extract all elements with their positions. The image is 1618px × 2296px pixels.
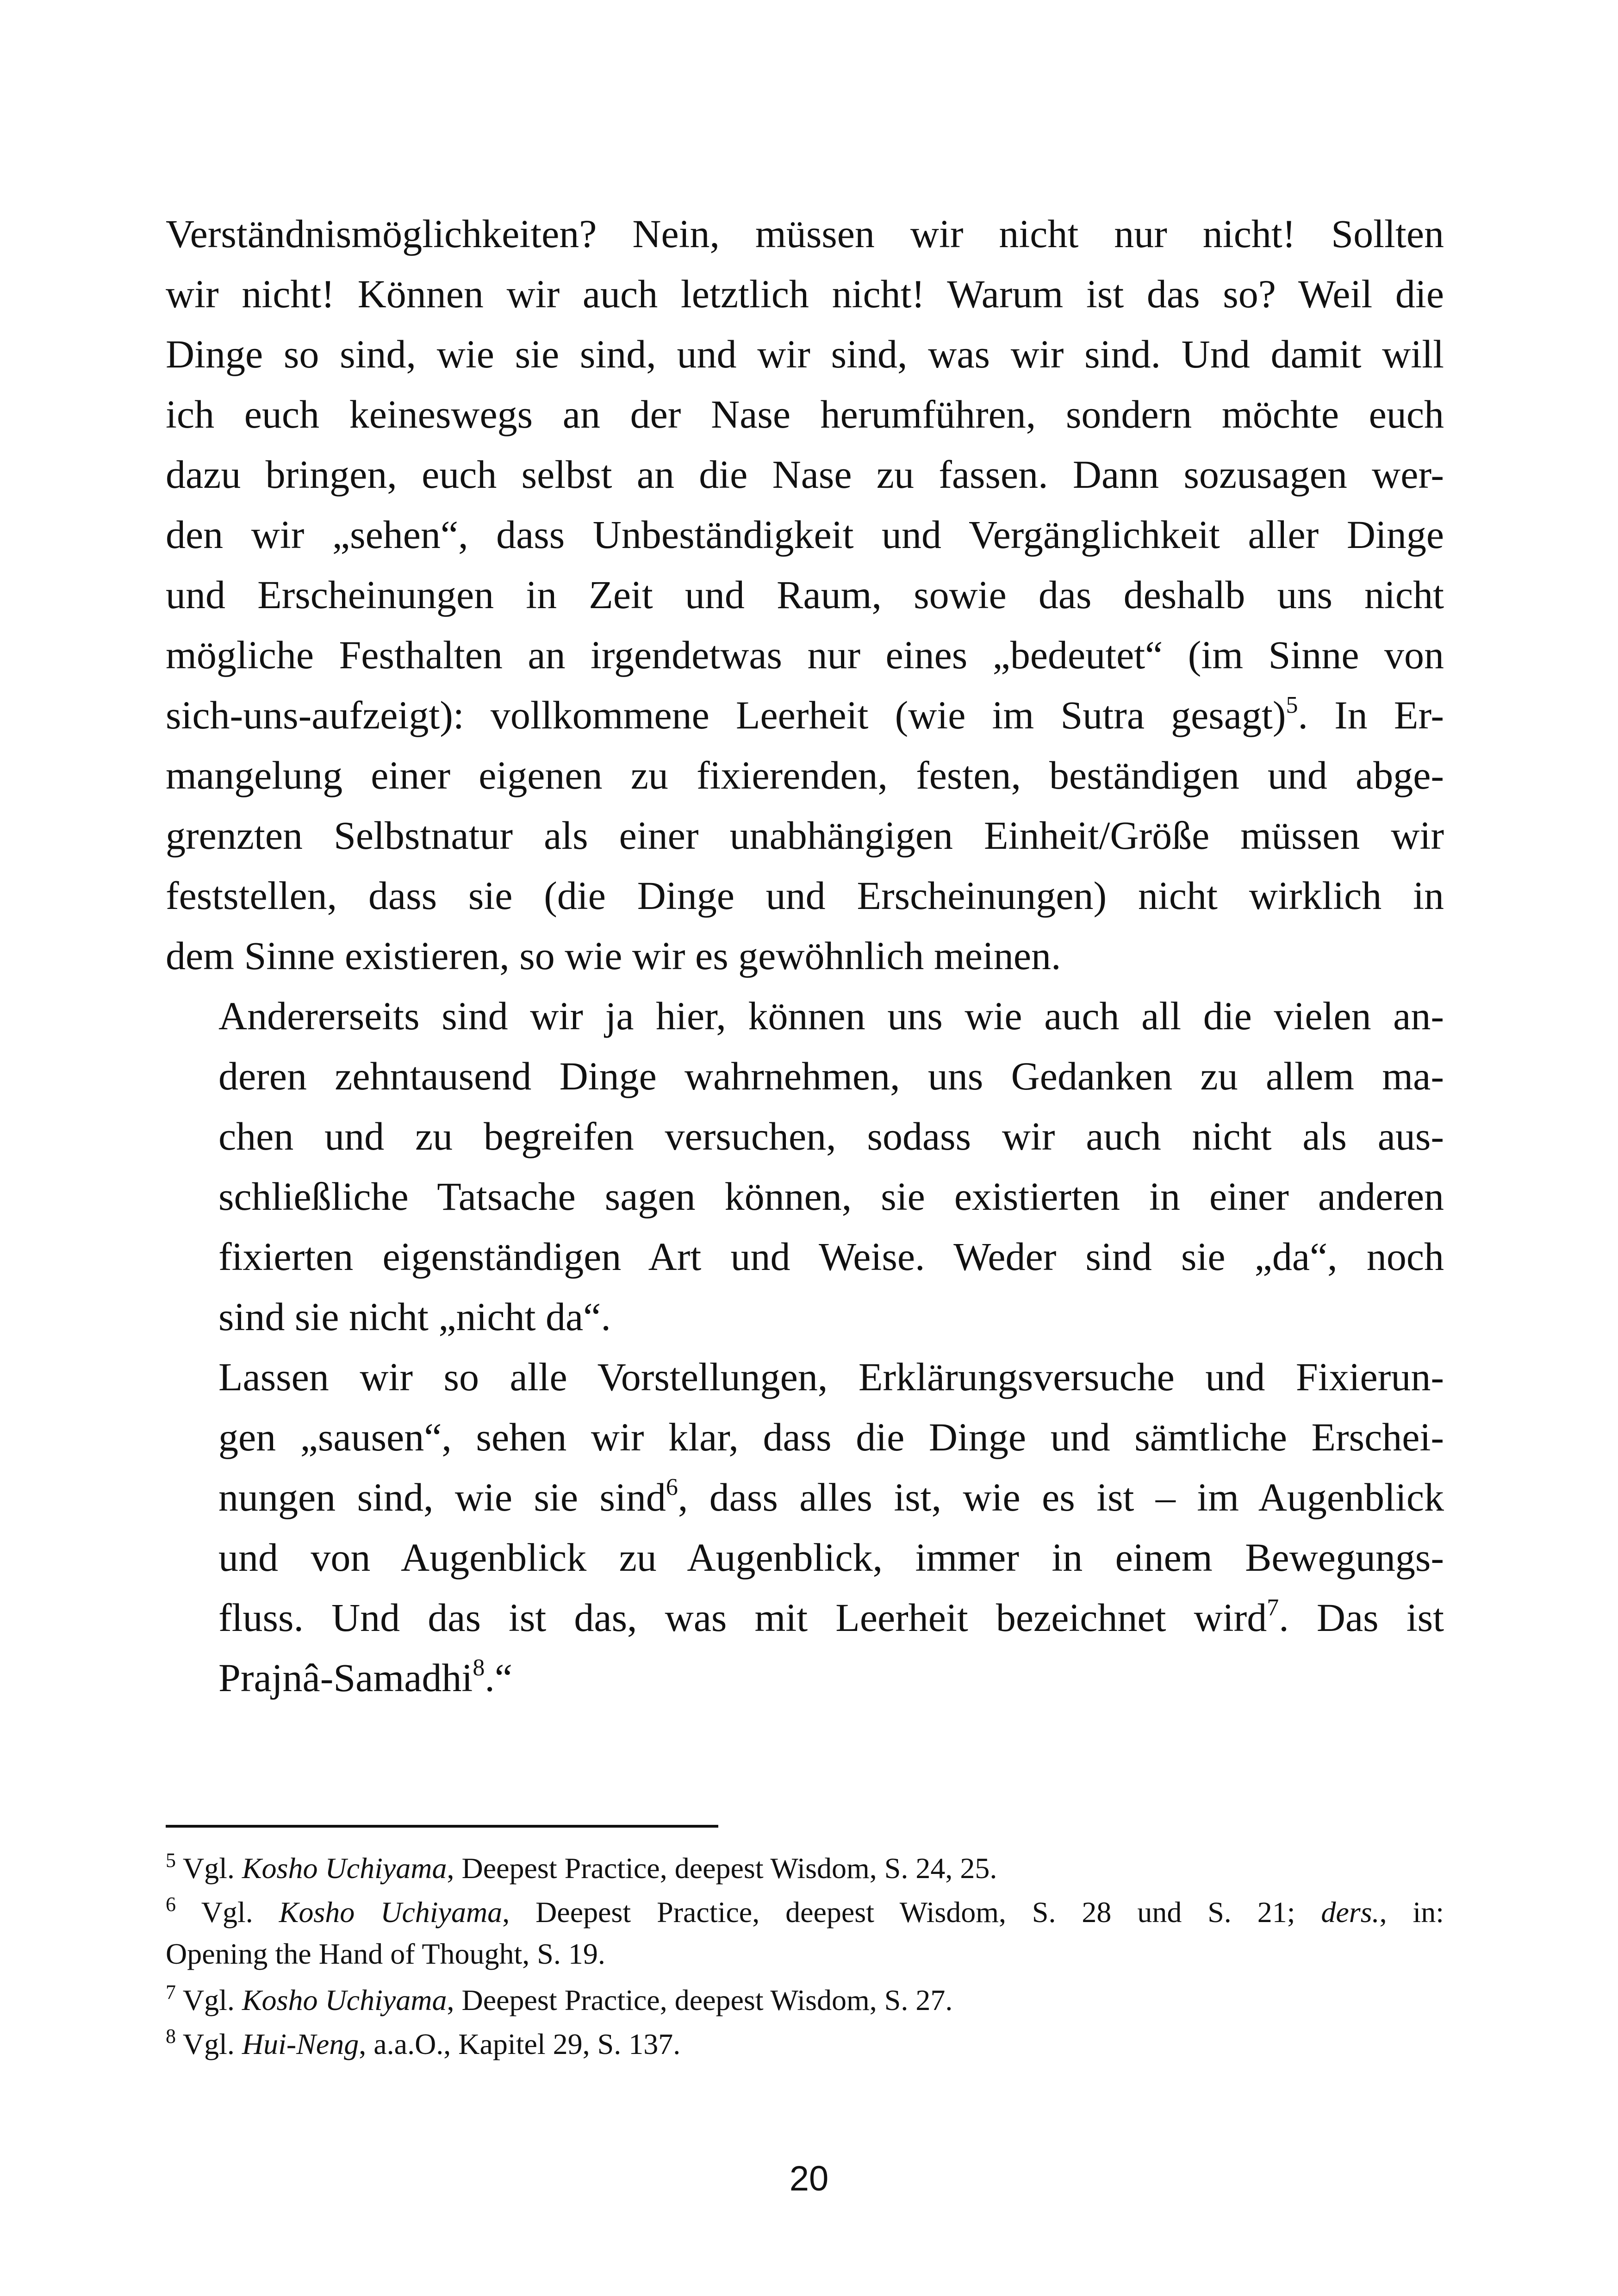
footnote-text: , Deepest Practice, deepest Wisdom, S. 24, 25. <box>447 1852 997 1885</box>
footnote-text: , in: <box>1379 1896 1444 1929</box>
footnote-text: , Deepest Practice, deepest Wisdom, S. 28 und S. 21; <box>502 1896 1321 1929</box>
body-line: feststellen, dass sie (die Dinge und Erscheinungen) nicht wirklich in <box>166 873 1444 918</box>
body-line: dem Sinne existieren, so wie wir es gewöhnlich meinen. <box>166 933 1061 978</box>
body-line: Verständnismöglichkeiten? Nein, müssen wir nicht nur nicht! Sollten <box>166 212 1444 256</box>
body-line: wir nicht! Können wir auch letztlich nicht! Warum ist das so? Weil die <box>166 272 1444 316</box>
body-line: grenzten Selbstnatur als einer unabhängigen Einheit/Größe müssen wir <box>166 813 1444 858</box>
footnote-ref-5[interactable]: 5 <box>1286 692 1298 718</box>
footnote-number: 6 <box>166 1893 176 1916</box>
body-line <box>218 1474 1444 1526</box>
body-line: fixierten eigenständigen Art und Weise. Weder sind sie „da“, noch <box>218 1234 1444 1279</box>
body-line: ich euch keineswegs an der Nase herumführen, sondern möchte euch <box>166 392 1444 436</box>
body-text: . In Er- <box>1298 693 1444 737</box>
body-line: schließliche Tatsache sagen können, sie existierten in einer anderen <box>218 1174 1444 1219</box>
body-line: chen und zu begreifen versuchen, sodass wir auch nicht als aus- <box>218 1114 1444 1158</box>
body-line: und Erscheinungen in Zeit und Raum, sowie das deshalb uns nicht <box>166 572 1444 617</box>
body-line: Dinge so sind, wie sie sind, und wir sind, was wir sind. Und damit will <box>166 332 1444 376</box>
body-text: .“ <box>485 1655 512 1700</box>
body-line <box>166 692 1444 744</box>
body-text: Prajnâ-Samadhi <box>218 1655 473 1700</box>
footnote-author: ders. <box>1321 1896 1380 1929</box>
footnote-text: Vgl. <box>201 1896 279 1929</box>
footnote-text: Vgl. <box>182 1984 242 2016</box>
footnote-text: , a.a.O., Kapitel 29, S. 137. <box>359 2028 681 2060</box>
footnote-number: 5 <box>166 1849 176 1872</box>
body-line: gen „sausen“, sehen wir klar, dass die Dinge und sämtliche Erschei- <box>218 1415 1444 1459</box>
footnote-8 <box>166 2025 1444 2067</box>
body-line <box>218 1594 1444 1647</box>
body-text: , dass alles ist, wie es ist – im Augenblick <box>678 1475 1444 1519</box>
footnote-5 <box>166 1849 1444 1891</box>
body-line: Lassen wir so alle Vorstellungen, Erklärungsversuche und Fixierun- <box>218 1355 1444 1399</box>
body-line: deren zehntausend Dinge wahrnehmen, uns Gedanken zu allem ma- <box>218 1054 1444 1098</box>
body-line: den wir „sehen“, dass Unbeständigkeit und Vergänglichkeit aller Dinge <box>166 512 1444 557</box>
footnote-separator <box>166 1825 718 1828</box>
footnote-ref-6[interactable]: 6 <box>666 1474 678 1500</box>
body-text: nungen sind, wie sie sind <box>218 1475 666 1519</box>
body-line: mögliche Festhalten an irgendetwas nur eines „bedeutet“ (im Sinne von <box>166 633 1444 677</box>
body-text: sich-uns-aufzeigt): vollkommene Leerheit (wie im Sutra gesagt) <box>166 693 1286 737</box>
body-line: Andererseits sind wir ja hier, können uns wie auch all die vielen an- <box>218 994 1444 1038</box>
footnote-7 <box>166 1981 1444 2023</box>
footnote-text: Opening the Hand of Thought, S. 19. <box>166 1937 605 1970</box>
body-line: mangelung einer eigenen zu fixierenden, festen, beständigen und abge- <box>166 753 1444 797</box>
footnote-ref-8[interactable]: 8 <box>473 1655 485 1681</box>
body-line: dazu bringen, euch selbst an die Nase zu fassen. Dann sozusagen wer- <box>166 452 1444 497</box>
footnote-text: Vgl. <box>182 1852 242 1885</box>
footnote-6-continued <box>166 1935 1444 1973</box>
footnote-6 <box>166 1893 1444 1935</box>
footnote-number: 8 <box>166 2025 176 2047</box>
body-text: . Das ist <box>1279 1595 1444 1640</box>
footnote-author: Kosho Uchiyama <box>279 1896 503 1929</box>
footnote-ref-7[interactable]: 7 <box>1267 1594 1279 1621</box>
footnote-author: Kosho Uchiyama <box>242 1984 447 2016</box>
footnote-text: , Deepest Practice, deepest Wisdom, S. 27. <box>447 1984 953 2016</box>
footnote-author: Kosho Uchiyama <box>242 1852 447 1885</box>
body-line <box>218 1655 1444 1707</box>
body-text: fluss. Und das ist das, was mit Leerheit bezeichnet wird <box>218 1595 1267 1640</box>
footnote-author: Hui-Neng <box>242 2028 359 2060</box>
page-number: 20 <box>789 2159 829 2198</box>
body-line: und von Augenblick zu Augenblick, immer in einem Bewegungs- <box>218 1535 1444 1580</box>
footnote-text: Vgl. <box>182 2028 242 2060</box>
body-line: sind sie nicht „nicht da“. <box>218 1294 611 1339</box>
footnote-number: 7 <box>166 1981 176 2004</box>
